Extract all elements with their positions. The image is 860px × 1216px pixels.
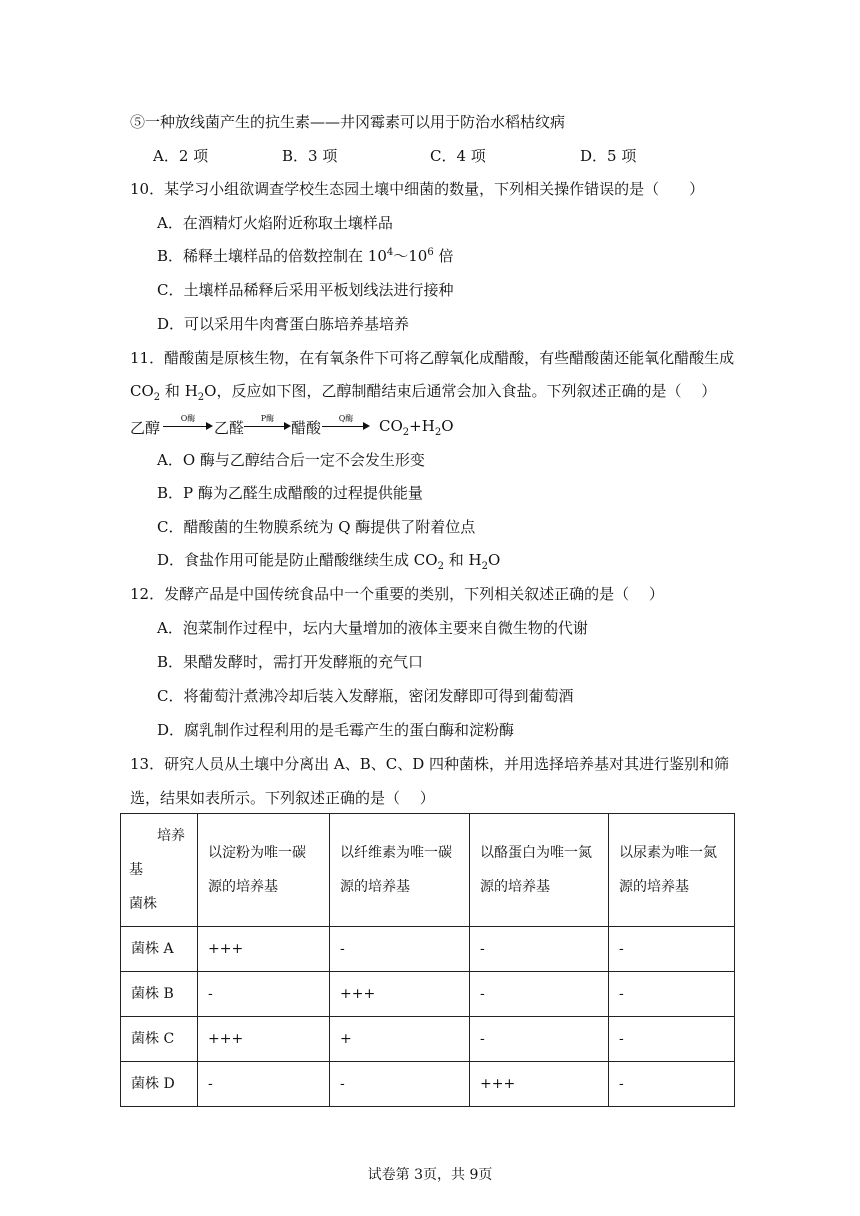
p-enzyme-label: P酶 xyxy=(260,414,275,423)
q11-option-a: A．O 酶与乙醇结合后一定不会发生形变 xyxy=(157,451,425,469)
q9-option-a: A．2 项 xyxy=(153,147,209,165)
q10-option-a: A．在酒精灯火焰附近称取土壤样品 xyxy=(157,214,393,232)
row-strain-name: 菌株 B xyxy=(121,972,198,1017)
q12-stem: 12．发酵产品是中国传统食品中一个重要的类别，下列相关叙述正确的是（ ） xyxy=(130,585,664,603)
table-header-row xyxy=(121,814,735,927)
q10-option-b: B．稀释土壤样品的倍数控制在 $10^4\sim 10^6$ 倍 xyxy=(157,247,454,265)
strain-results-table xyxy=(120,813,735,1107)
table-cell: - xyxy=(330,1062,470,1107)
q10-option-d: D．可以采用牛肉膏蛋白胨培养基培养 xyxy=(157,315,410,333)
table-cell: - xyxy=(470,1017,609,1062)
p-enzyme-arrow xyxy=(244,413,291,437)
table-cell: + xyxy=(330,1017,470,1062)
q13-stem-line1: 13．研究人员从土壤中分离出 A、B、C、D 四种菌株，并用选择培养基对其进行鉴别和筛 xyxy=(130,755,729,773)
table-row xyxy=(121,927,735,972)
row-strain-name: 菌株 C xyxy=(121,1017,198,1062)
table-row xyxy=(121,1062,735,1107)
corner-top-label: 培养 xyxy=(157,828,185,844)
table-row xyxy=(121,1017,735,1062)
page-footer: 试卷第 3页，共 9页 xyxy=(367,1167,493,1183)
table-cell: - xyxy=(198,972,330,1017)
q11-option-d: D．食盐作用可能是防止醋酸继续生成 $CO_2$ 和 $H_2O$ xyxy=(157,551,501,572)
row-strain-name: 菌株 A xyxy=(121,927,198,972)
table-cell: - xyxy=(470,927,609,972)
table-cell: +++ xyxy=(198,1017,330,1062)
q-enzyme-label: Q酶 xyxy=(338,414,354,423)
table-cell: - xyxy=(609,927,735,972)
header-casein: 以酪蛋白为唯一氮 源的培养基 xyxy=(470,814,609,927)
o-enzyme-arrow xyxy=(163,413,213,437)
corner-mid-label: 基 xyxy=(129,862,143,878)
q12-option-d: D．腐乳制作过程利用的是毛霉产生的蛋白酶和淀粉酶 xyxy=(157,721,515,739)
table-cell: - xyxy=(609,1017,735,1062)
q10-option-c: C．土壤样品稀释后采用平板划线法进行接种 xyxy=(157,281,454,299)
header-starch: 以淀粉为唯一碳 源的培养基 xyxy=(198,814,330,927)
q9-option-d: D．5 项 xyxy=(580,147,637,165)
table-row xyxy=(121,972,735,1017)
table-corner-cell xyxy=(121,814,198,927)
acetaldehyde-term: 乙醛 xyxy=(214,419,245,437)
q9-options xyxy=(0,145,860,165)
acetic-acid-term: 醋酸 xyxy=(291,419,322,437)
q11-stem-line2: $CO_2$ 和 $H_2O$，反应如下图，乙醇制醋结束后通常会加入食盐。下列叙述正确的是（ ） xyxy=(130,382,717,403)
table-cell: +++ xyxy=(470,1062,609,1107)
q9-option-b: B．3 项 xyxy=(282,147,338,165)
table-cell: - xyxy=(330,927,470,972)
q12-option-c: C．将葡萄汁煮沸冷却后装入发酵瓶，密闭发酵即可得到葡萄酒 xyxy=(157,687,574,705)
q9-item5: ⑤一种放线菌产生的抗生素——井冈霉素可以用于防治水稻枯纹病 xyxy=(130,113,566,131)
ethanol-term: 乙醇 xyxy=(130,419,161,437)
q10-stem: 10．某学习小组欲调查学校生态园土壤中细菌的数量，下列相关操作错误的是（ ） xyxy=(130,180,705,198)
table-cell: - xyxy=(609,1062,735,1107)
table-cell: +++ xyxy=(330,972,470,1017)
corner-bottom-label: 菌株 xyxy=(129,896,157,912)
row-strain-name: 菌株 D xyxy=(121,1062,198,1107)
table-cell: +++ xyxy=(198,927,330,972)
table-cell: - xyxy=(198,1062,330,1107)
q12-option-a: A．泡菜制作过程中，坛内大量增加的液体主要来自微生物的代谢 xyxy=(157,619,588,637)
q11-option-b: B．P 酶为乙醛生成醋酸的过程提供能量 xyxy=(157,484,423,502)
q-enzyme-arrow xyxy=(322,413,370,437)
q11-option-c: C．醋酸菌的生物膜系统为 Q 酶提供了附着位点 xyxy=(157,518,476,536)
q11-stem-line1: 11．醋酸菌是原核生物，在有氧条件下可将乙醇氧化成醋酸，有些醋酸菌还能氧化醋酸生成 xyxy=(130,349,735,367)
header-urea: 以尿素为唯一氮 源的培养基 xyxy=(609,814,735,927)
table-cell: - xyxy=(609,972,735,1017)
q13-stem-line2: 选，结果如表所示。下列叙述正确的是（ ） xyxy=(130,789,435,807)
table-cell: - xyxy=(470,972,609,1017)
q9-option-c: C．4 项 xyxy=(430,147,486,165)
header-cellulose: 以纤维素为唯一碳 源的培养基 xyxy=(330,814,470,927)
products-term: $CO_2+H_2O$ xyxy=(379,417,454,438)
q12-option-b: B．果醋发酵时，需打开发酵瓶的充气口 xyxy=(157,653,424,671)
o-enzyme-label: O酶 xyxy=(180,414,196,423)
